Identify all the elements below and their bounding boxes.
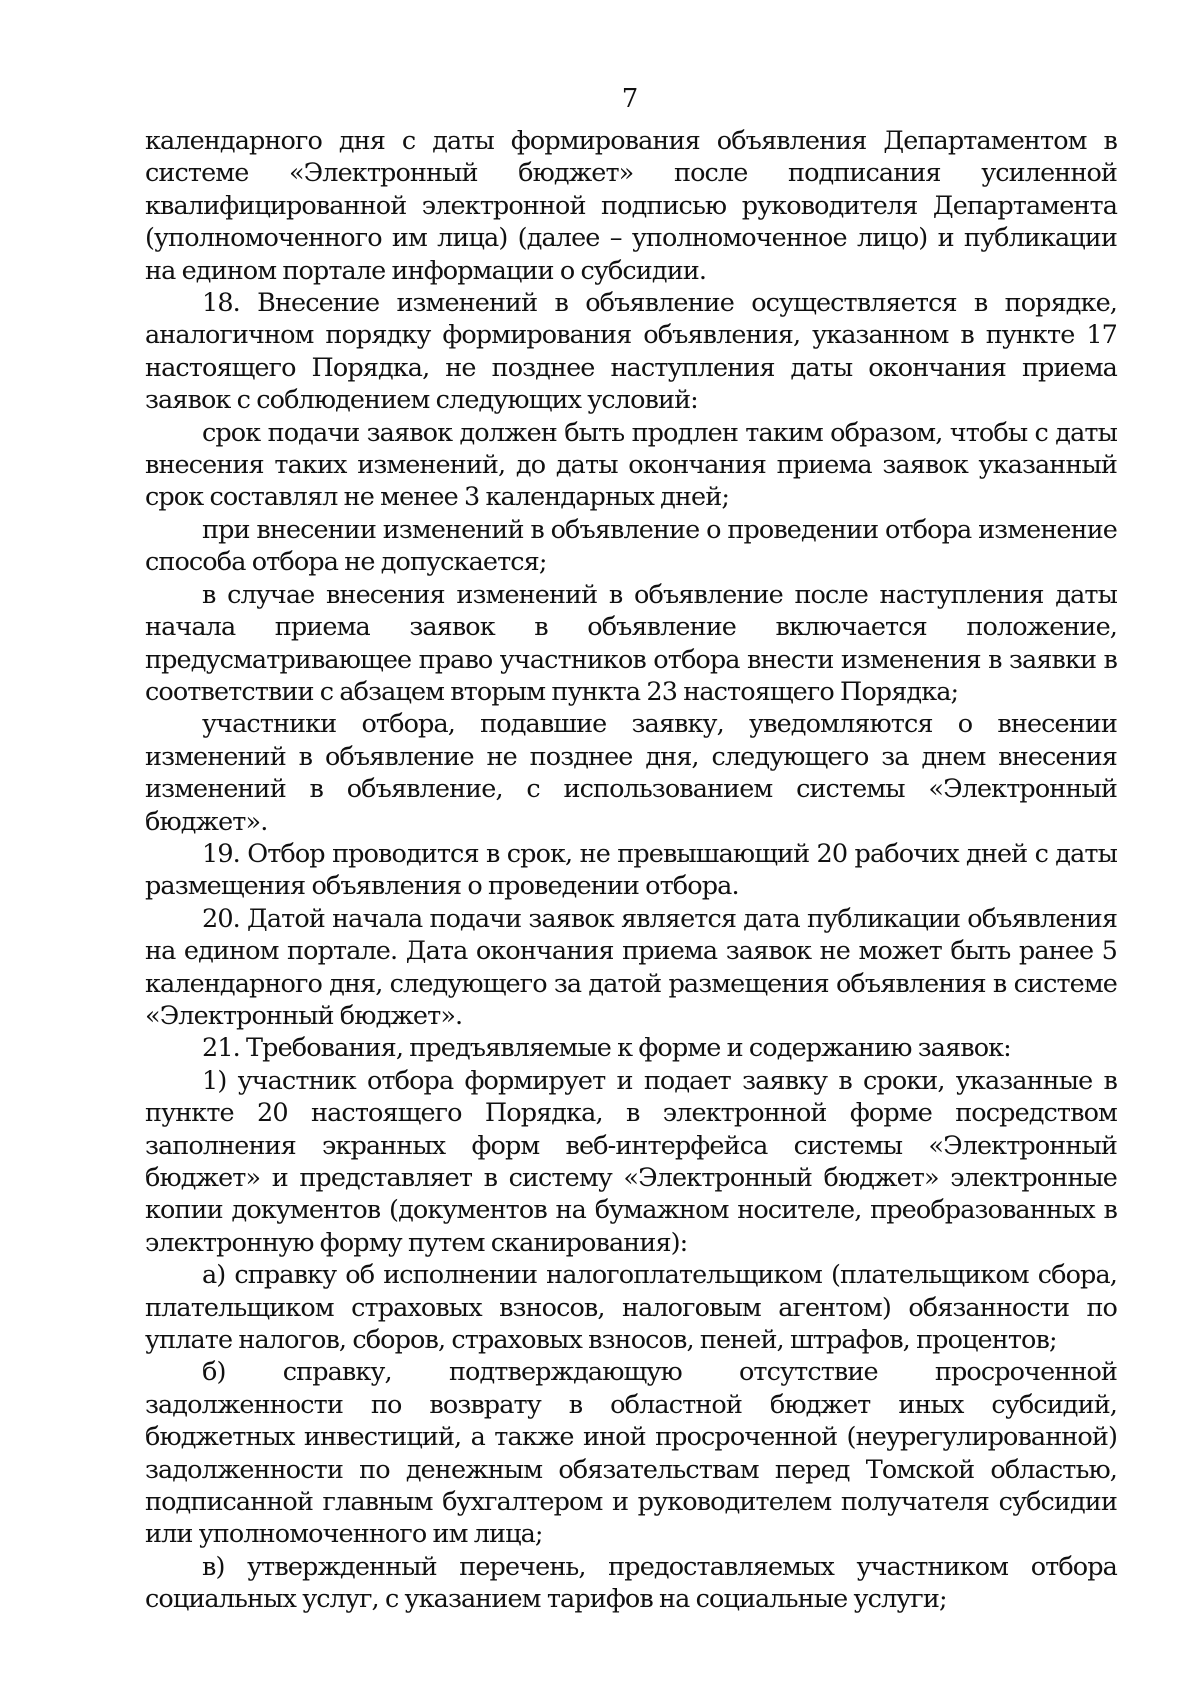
- paragraph: 21. Требования, предъявляемые к форме и содержанию заявок:: [202, 1033, 1011, 1064]
- paragraph: 18. Внесение изменений в объявление осуществляется в порядке, аналогичном порядку формирования объявления, указанном в пункте 17 настоящего Порядка, не позднее наступления даты окончания приема заявок с соблюдением следующих условий:: [145, 288, 1117, 416]
- paragraph: в) утвержденный перечень, предоставляемых участником отбора социальных услуг, с указанием тарифов на социальные услуги;: [145, 1551, 1117, 1615]
- paragraph: 1) участник отбора формирует и подает заявку в сроки, указанные в пункте 20 настоящего Порядка, в электронной форме посредством заполнения экранных форм веб-интерфейса системы «Электронный бюджет» и представляет в систему «Электронный бюджет» электронные копии документов (документов на бумажном носителе, преобразованных в электронную форму путем сканирования):: [145, 1065, 1117, 1258]
- paragraph: 20. Датой начала подачи заявок является дата публикации объявления на едином портале. Дата окончания приема заявок не может быть ранее 5 календарного дня, следующего за датой размещения объявления в системе «Электронный бюджет».: [145, 903, 1117, 1031]
- paragraph: срок подачи заявок должен быть продлен таким образом, чтобы с даты внесения таких изменений, до даты окончания приема заявок указанный срок составлял не менее 3 календарных дней;: [145, 417, 1117, 513]
- paragraph: при внесении изменений в объявление о проведении отбора изменение способа отбора не допускается;: [145, 514, 1117, 578]
- paragraph: участники отбора, подавшие заявку, уведомляются о внесении изменений в объявление не позднее дня, следующего за днем внесения изменений в объявление, с использованием системы «Электронный бюджет».: [145, 709, 1117, 837]
- paragraph: б) справку, подтверждающую отсутствие просроченной задолженности по возврату в областной бюджет иных субсидий, бюджетных инвестиций, а также иной просроченной (неурегулированной) задолженности по денежным обязательствам перед Томской областью, подписанной главным бухгалтером и руководителем получателя субсидии или уполномоченного им лица;: [145, 1357, 1117, 1550]
- paragraph: 19. Отбор проводится в срок, не превышающий 20 рабочих дней с даты размещения объявления о проведении отбора.: [145, 838, 1117, 902]
- paragraph: календарного дня с даты формирования объявления Департаментом в системе «Электронный бюджет» после подписания усиленной квалифицированной электронной подписью руководителя Департамента (уполномоченного им лица) (далее – уполномоченное лицо) и публикации на едином портале информации о субсидии.: [145, 126, 1117, 286]
- paragraph: в случае внесения изменений в объявление после наступления даты начала приема заявок в объявление включается положение, предусматривающее право участников отбора внести изменения в заявки в соответствии с абзацем вторым пункта 23 настоящего Порядка;: [145, 579, 1117, 707]
- paragraph: а) справку об исполнении налогоплательщиком (плательщиком сбора, плательщиком страховых взносов, налоговым агентом) обязанности по уплате налогов, сборов, страховых взносов, пеней, штрафов, процентов;: [145, 1260, 1117, 1356]
- page-number: 7: [621, 84, 639, 114]
- document-body: [145, 125, 1117, 1616]
